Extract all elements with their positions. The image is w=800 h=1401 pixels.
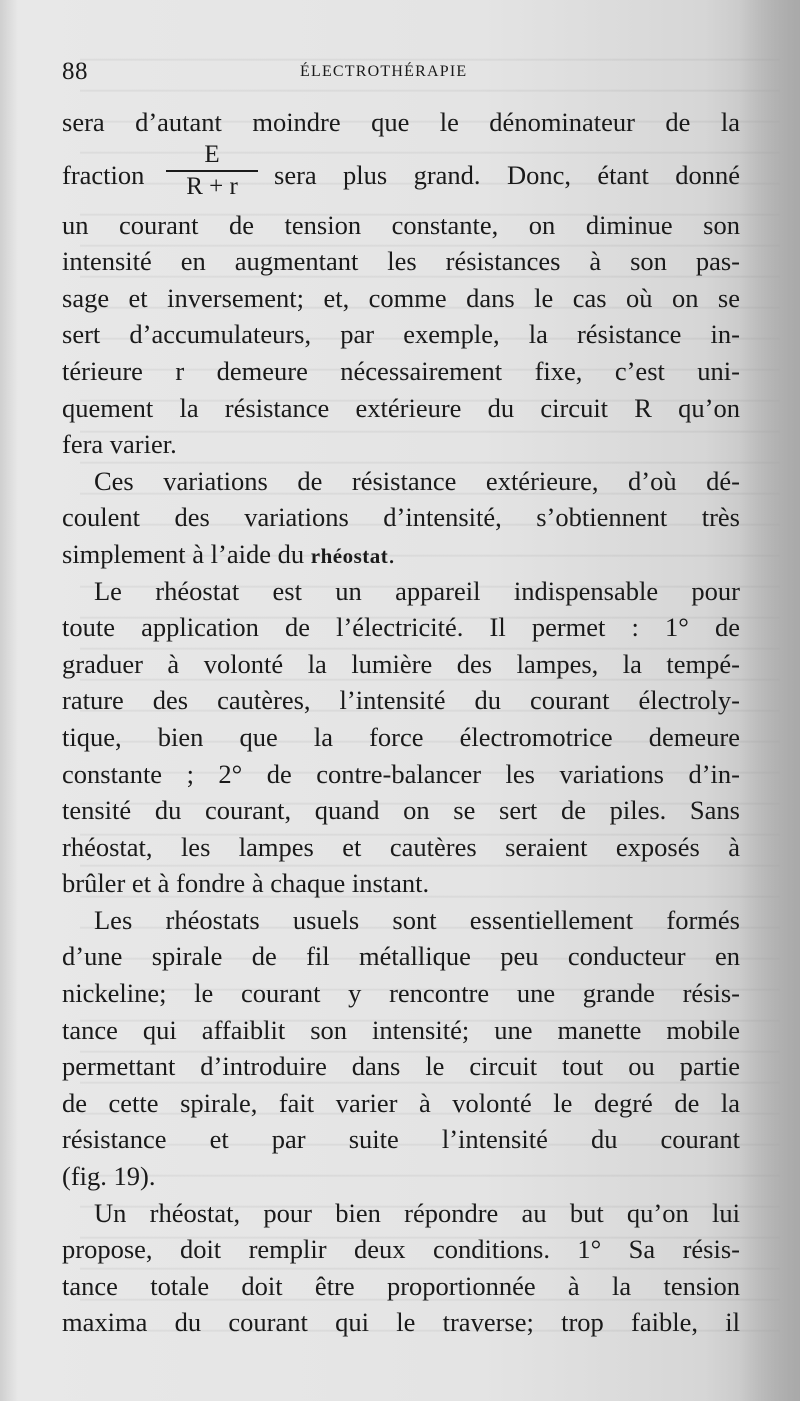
text-line xyxy=(62,536,740,573)
page-edge-shadow xyxy=(740,0,800,1401)
text-line: nickeline; le courant y rencontre une grande résis- xyxy=(62,978,740,1009)
fraction-numerator: E xyxy=(204,140,220,168)
text-line: constante ; 2° de contre-balancer les variations d’in- xyxy=(62,758,740,789)
page-header xyxy=(62,58,742,88)
text-line: de cette spirale, fait varier à volonté le degré de la xyxy=(62,1087,740,1118)
text-line: tique, bien que la force électromotrice demeure xyxy=(62,721,740,752)
text-line: coulent des variations d’intensité, s’obtiennent très xyxy=(62,502,740,533)
text-line-with-formula xyxy=(62,141,740,207)
text-line: un courant de tension constante, on diminue son xyxy=(62,209,740,240)
text-line: rature des cautères, l’intensité du courant électroly- xyxy=(62,685,740,716)
fraction-bar xyxy=(166,170,258,172)
text-line: sera d’autant moindre que le dénominateur de la xyxy=(62,107,740,137)
fraction-formula xyxy=(162,141,262,201)
text-line: maxima du courant qui le traverse; trop faible, il xyxy=(62,1307,740,1338)
page-gutter-shadow xyxy=(0,0,18,1401)
body-text xyxy=(62,104,740,1341)
text-line: propose, doit remplir deux conditions. 1° Sa résis- xyxy=(62,1234,740,1265)
text-line: rhéostat, les lampes et cautères seraient exposés à xyxy=(62,831,740,862)
text-line: sage et inversement; et, comme dans le cas où on se xyxy=(62,282,740,313)
text-fragment: fraction xyxy=(62,159,145,190)
text-line: graduer à volonté la lumière des lampes, la tempé- xyxy=(62,648,740,679)
paragraph-start: Un rhéostat, pour bien répondre au but qu’on lui xyxy=(94,1197,740,1228)
text-line: toute application de l’électricité. Il permet : 1° de xyxy=(62,612,740,643)
text-line: permettant d’introduire dans le circuit tout ou partie xyxy=(62,1051,740,1082)
text-line: d’une spirale de fil métallique peu conducteur en xyxy=(62,941,740,972)
text-line: quement la résistance extérieure du circuit R qu’on xyxy=(62,392,740,423)
text-fragment: simplement à l’aide du xyxy=(62,538,311,569)
running-title: ÉLECTROTHÉRAPIE xyxy=(300,63,468,80)
text-line: térieure r demeure nécessairement fixe, c’est uni- xyxy=(62,355,740,386)
text-line: brûler et à fondre à chaque instant. xyxy=(62,868,430,899)
text-fragment: . xyxy=(388,538,395,569)
fraction-denominator: R + r xyxy=(186,172,238,200)
text-line: tensité du courant, quand on se sert de piles. Sans xyxy=(62,795,740,826)
paragraph-start: Ces variations de résistance extérieure, d’où dé- xyxy=(94,465,740,496)
paragraph-start: Le rhéostat est un appareil indispensable pour xyxy=(94,575,740,606)
page-number: 88 xyxy=(62,58,88,85)
text-line: tance totale doit être proportionnée à la tension xyxy=(62,1270,740,1301)
bold-term: rhéostat xyxy=(310,543,389,568)
text-line: intensité en augmentant les résistances à son pas- xyxy=(62,246,740,277)
text-line: résistance et par suite l’intensité du courant xyxy=(62,1124,740,1155)
paragraph-start: Les rhéostats usuels sont essentiellement formés xyxy=(94,904,740,935)
text-line: fera varier. xyxy=(62,429,177,460)
text-fragment: sera plus grand. Donc, étant donné xyxy=(274,159,740,190)
text-line: tance qui affaiblit son intensité; une manette mobile xyxy=(62,1014,740,1045)
figure-reference: (fig. 19). xyxy=(62,1161,156,1192)
text-line: sert d’accumulateurs, par exemple, la résistance in- xyxy=(62,319,740,350)
